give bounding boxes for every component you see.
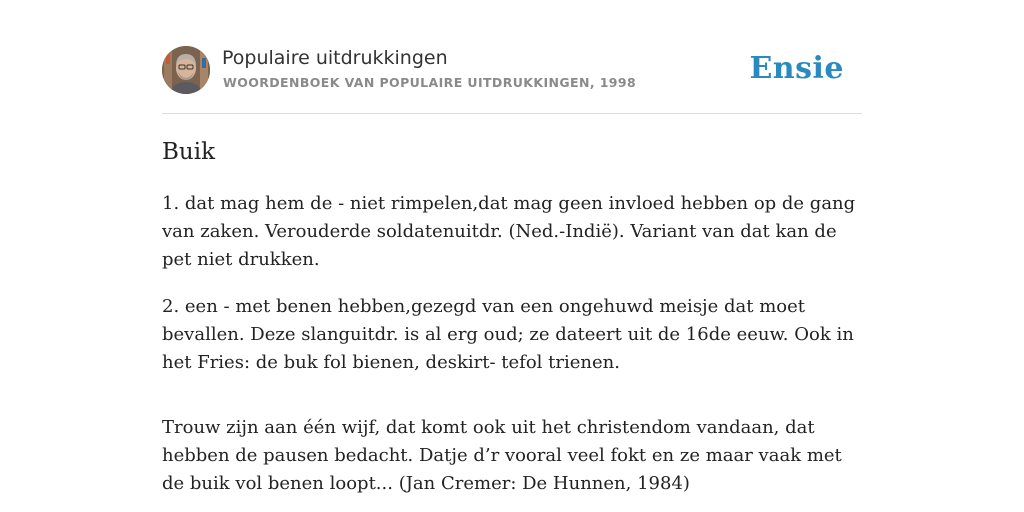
headword: Buik (162, 139, 216, 165)
source-subtitle: WOORDENBOEK VAN POPULAIRE UITDRUKKINGEN, 1998 (223, 75, 637, 90)
source-title[interactable]: Populaire uitdrukkingen (222, 47, 448, 69)
definition-paragraph-1: 1. dat mag hem de - niet rimpelen,dat mag geen invloed hebben op de gang van zaken. Verouderde soldatenuitdr. (Ned.-Indië). Variant van dat kan de pet niet drukken. (162, 193, 856, 270)
ensie-logo[interactable]: Ensie (749, 51, 844, 86)
entry-content (162, 190, 862, 512)
header-divider (162, 113, 862, 114)
definition-paragraph-2: 2. een - met benen hebben,gezegd van een ongehuwd meisje dat moet bevallen. Deze slanguitdr. is al erg oud; ze dateert uit de 16de eeuw. Ook in het Fries: de buk fol bienen, deskirt- tefol trienen. (162, 296, 854, 373)
quote-paragraph: Trouw zijn aan één wijf, dat komt ook uit het christendom vandaan, dat hebben de pausen bedacht. Datje d’r vooral veel fokt en ze maar vaak met de buik vol benen loopt... (Jan Cremer: De Hunnen, 1984) (162, 417, 842, 494)
avatar-portrait-icon (162, 46, 210, 94)
source-header (162, 46, 862, 96)
author-avatar[interactable] (162, 46, 210, 94)
